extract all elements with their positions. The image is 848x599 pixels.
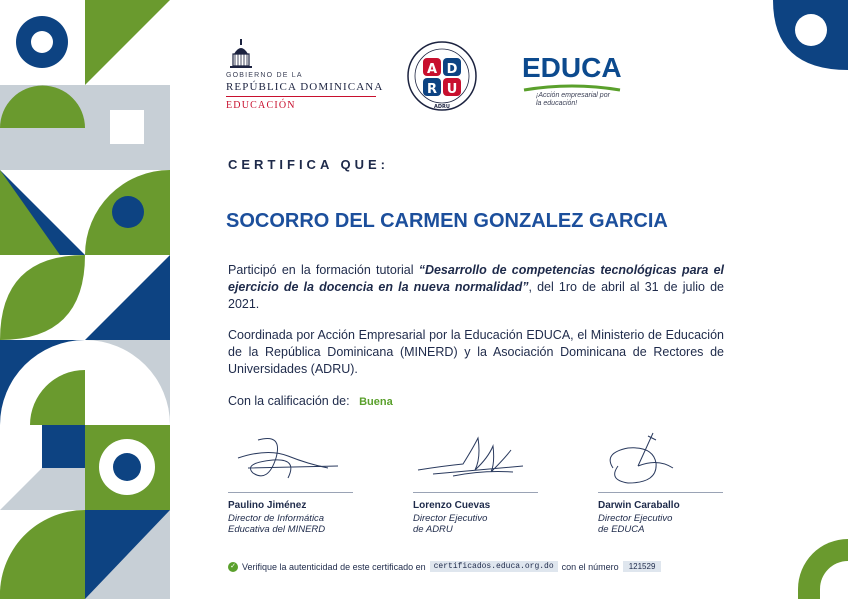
signature-block-1 [228, 428, 368, 548]
signature-block-2 [413, 428, 553, 548]
decorative-pattern-left [0, 0, 170, 599]
grade-line [228, 394, 393, 408]
palace-icon [226, 38, 256, 70]
signature-1-scribble [228, 428, 358, 490]
verify-text: Verifique la autenticidad de este certificado en [242, 561, 426, 572]
svg-text:U: U [446, 82, 458, 97]
decorative-pattern-bottom-right [798, 539, 848, 599]
course-intro: Participó en la formación tutorial [228, 263, 419, 277]
coordination-paragraph: Coordinada por Acción Empresarial por la Educación EDUCA, el Ministerio de Educación de la República Dominicana (MINERD) y la Asociación Dominicana de Rectores de Universidades (ADRU). [228, 328, 724, 376]
course-paragraph [228, 262, 724, 313]
svg-text:R: R [426, 82, 438, 97]
signature-block-3 [598, 428, 738, 548]
signature-3-scribble [598, 428, 728, 490]
signatures [228, 428, 728, 548]
svg-text:A: A [426, 62, 438, 77]
signatory-role: Director Ejecutivo de ADRU [413, 513, 488, 535]
certificate-number: 121529 [623, 561, 662, 572]
recipient-name: SOCORRO DEL CARMEN GONZALEZ GARCIA [226, 210, 668, 232]
check-icon: ✓ [228, 562, 238, 572]
gov-line2: REPÚBLICA DOMINICANA [226, 81, 384, 93]
signatory-role: Director de Informática Educativa del MINERD [228, 513, 326, 535]
adru-logo-label: ADRU [434, 104, 450, 110]
gov-line3: EDUCACIÓN [226, 100, 296, 111]
course-title: “Desarrollo de competencias tecnológicas para el ejercicio de la docencia en la nueva normalidad” [228, 263, 725, 294]
gov-rule [226, 96, 376, 97]
signature-2-scribble [413, 428, 543, 490]
gov-line1: GOBIERNO DE LA [226, 72, 303, 79]
gobierno-logo [226, 38, 386, 116]
decorative-pattern-top-right [753, 0, 848, 70]
signatory-role: Director Ejecutivo de EDUCA [598, 513, 673, 535]
signature-line [598, 492, 723, 493]
signatory-name: Darwin Caraballo [598, 500, 680, 511]
adru-logo [406, 40, 478, 112]
svg-text:D: D [446, 62, 458, 77]
signature-line [228, 492, 353, 493]
educa-wordmark: EDUCA [522, 52, 622, 83]
course-dates: , del 1ro de abril al 31 de julio de 2021. [228, 280, 724, 311]
grade-label: Con la calificación de: [228, 394, 350, 408]
grade-value: Buena [359, 396, 393, 408]
verify-text-number: con el número [561, 561, 619, 572]
certifica-heading: CERTIFICA QUE: [228, 157, 389, 172]
signatory-name: Lorenzo Cuevas [413, 500, 491, 511]
verification-line [228, 561, 661, 572]
signature-line [413, 492, 538, 493]
educa-logo [522, 52, 632, 112]
header-logos [226, 38, 646, 116]
signatory-name: Paulino Jiménez [228, 500, 307, 511]
verify-url-link[interactable]: certificados.educa.org.do [430, 561, 558, 572]
educa-tagline: ¡Acción empresarial por la educación! [536, 92, 610, 107]
